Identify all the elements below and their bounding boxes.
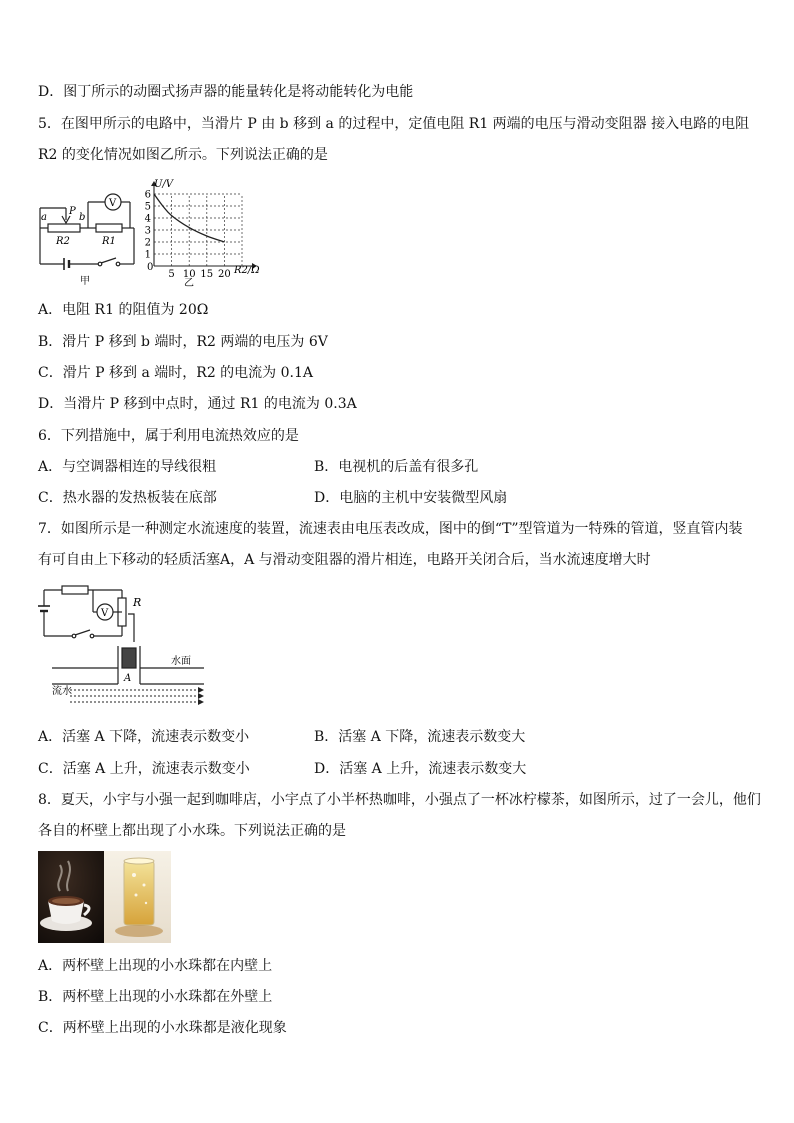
- q7-flow-label: 流水: [52, 686, 72, 697]
- q4-option-d: D．图丁所示的动圈式扬声器的能量转化是将动能转化为电能: [38, 84, 414, 100]
- chart-y-tick-label: 1: [144, 249, 151, 261]
- circuit-label-p: P: [69, 206, 76, 217]
- circuit-label-r2: R2: [56, 236, 70, 247]
- q6-option-c: C．热水器的发热板装在底部: [38, 490, 217, 506]
- q7-option-d: D．活塞 A 上升，流速表示数变大: [314, 761, 527, 777]
- chart-y-tick-label: 2: [144, 237, 151, 249]
- q5-option-b: B．滑片 P 移到 b 端时，R2 两端的电压为 6V: [38, 334, 328, 350]
- q5-stem-line1: 5．在图甲所示的电路中，当滑片 P 由 b 移到 a 的过程中，定值电阻 R1 两端的电压与滑动变阻器 接入电路的电阻: [38, 116, 750, 132]
- chart-x-tick-label: 5: [168, 269, 175, 280]
- q7-label-v: V: [101, 608, 109, 619]
- q6-option-d: D．电脑的主机中安装微型风扇: [314, 490, 508, 506]
- chart-grid: [154, 194, 242, 266]
- chart-y-tick-label: 4: [144, 213, 151, 225]
- circuit-label-v: V: [109, 198, 117, 209]
- circuit-label-b: b: [79, 212, 86, 223]
- q7-flow-meter-diagram: [38, 584, 210, 710]
- q8-stem-line2: 各自的杯壁上都出现了小水珠。下列说法正确的是: [38, 823, 346, 839]
- q8-option-b: B．两杯壁上出现的小水珠都在外壁上: [38, 989, 273, 1005]
- chart-x-tick-label: 20: [218, 269, 231, 280]
- q5-circuit-diagram: [38, 188, 138, 288]
- q5-option-c: C．滑片 P 移到 a 端时，R2 的电流为 0.1A: [38, 365, 314, 381]
- q5-option-d: D．当滑片 P 移到中点时，通过 R1 的电流为 0.3A: [38, 396, 357, 412]
- q5-option-a: A．电阻 R1 的阻值为 20Ω: [38, 302, 209, 318]
- q8-coffee-and-tea-photo: [38, 851, 171, 943]
- chart-x-tick-label: 15: [200, 269, 214, 280]
- circuit-label-r1: R1: [102, 236, 116, 247]
- chart-x-tick-label: 10: [182, 269, 196, 280]
- q7-option-b: B．活塞 A 下降，流速表示数变大: [314, 729, 526, 745]
- chart-y-tick-label: 3: [144, 225, 151, 237]
- circuit-caption: 甲: [80, 276, 90, 287]
- chart-caption: 乙: [184, 278, 194, 288]
- q6-option-a: A．与空调器相连的导线很粗: [38, 459, 217, 475]
- q6-stem: 6．下列措施中，属于利用电流热效应的是: [38, 428, 299, 444]
- chart-origin-label: 0: [147, 262, 154, 273]
- q7-stem-line1: 7．如图所示是一种测定水流速度的装置，流速表由电压表改成，图中的倒“T”型管道为一特殊的管道，竖直管内装: [38, 521, 743, 537]
- q8-option-a: A．两杯壁上出现的小水珠都在内壁上: [38, 958, 273, 974]
- q8-option-c: C．两杯壁上出现的小水珠都是液化现象: [38, 1020, 287, 1036]
- q6-option-b: B．电视机的后盖有很多孔: [314, 459, 479, 475]
- q8-stem-line1: 8．夏天，小宇与小强一起到咖啡店，小宇点了小半杯热咖啡，小强点了一杯冰柠檬茶，如图所示，过了一会儿，他们: [38, 792, 761, 808]
- q7-option-a: A．活塞 A 下降，流速表示数变小: [38, 729, 250, 745]
- q7-option-c: C．活塞 A 上升，流速表示数变小: [38, 761, 250, 777]
- q7-label-r: R: [133, 596, 142, 609]
- q5-stem-line2: R2 的变化情况如图乙所示。下列说法正确的是: [38, 147, 328, 163]
- q7-water-surface-label: 水面: [171, 656, 191, 667]
- chart-y-tick-label: 5: [144, 201, 151, 213]
- q7-label-a: A: [124, 673, 132, 684]
- chart-y-label: U/V: [154, 179, 174, 190]
- chart-y-tick-label: 6: [144, 189, 151, 201]
- chart-x-label: R2/Ω: [234, 265, 260, 276]
- circuit-label-a: a: [41, 212, 47, 223]
- q5-chart: [140, 176, 270, 288]
- q7-stem-line2: 有可自由上下移动的轻质活塞A，A 与滑动变阻器的滑片相连，电路开关闭合后，当水流速度增大时: [38, 552, 651, 568]
